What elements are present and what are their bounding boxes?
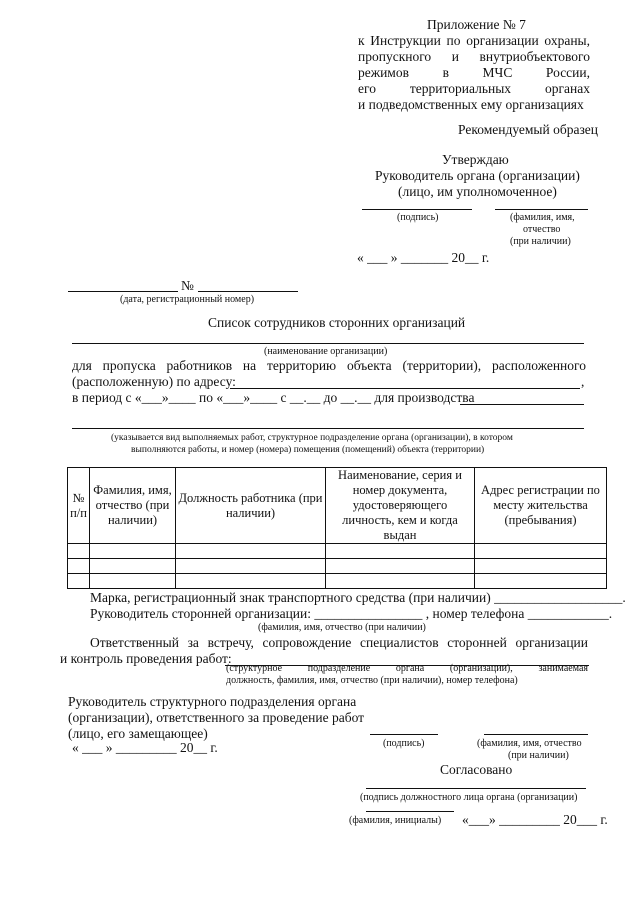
struct-signature-caption: (подпись) (383, 738, 425, 749)
header-cell: Адрес регистрации по месту жительства (пребывания) (475, 468, 607, 544)
reg-number-line (198, 291, 298, 292)
approve-line: Руководитель органа (организации) (375, 168, 580, 183)
approve-title: Утверждаю (442, 152, 509, 167)
purpose-line: для пропуска работников на территорию объекта (территории), расположенного (72, 358, 586, 373)
struct-head-line: (организации), ответственного за проведение работ (68, 710, 365, 725)
works-caption: (указывается вид выполняемых работ, структурное подразделение органа (организации), в котором (111, 433, 513, 443)
table-row (68, 559, 607, 574)
header-cell: Наименование, серия и номер документа, удостоверяющего личность, кем и когда выдан (326, 468, 475, 544)
vehicle-line: Марка, регистрационный знак транспортного средства (при наличии) ___________________. (90, 590, 626, 605)
appendix-line: пропускного и внутриобъектового (358, 49, 590, 64)
comma: , (581, 374, 585, 389)
approve-date: « ___ » _______ 20__ г. (357, 250, 490, 265)
responsible-caption: должность, фамилия, имя, отчество (при наличии), номер телефона) (226, 675, 518, 686)
struct-name-line (484, 734, 588, 735)
works-line (460, 404, 584, 405)
table-row (68, 574, 607, 589)
agreed-signature-line (366, 788, 586, 789)
struct-head-line: (лицо, его замещающее) (68, 726, 208, 741)
header-cell: Должность работника (при наличии) (176, 468, 326, 544)
purpose-line: (расположенную) по адресу: (72, 374, 236, 389)
appendix-title: Приложение № 7 (427, 17, 526, 32)
agreed-date: «___» _________ 20___ г. (462, 812, 608, 827)
responsible-line: Ответственный за встречу, сопровождение специалистов сторонней организации (90, 635, 588, 650)
org-line (72, 343, 584, 344)
employees-table (67, 467, 607, 589)
header-cell: № п/п (68, 468, 90, 544)
struct-head-line: Руководитель структурного подразделения органа (68, 694, 357, 709)
works-line-2 (72, 428, 584, 429)
reg-date-line (68, 291, 178, 292)
responsible-line: и контроль проведения работ: (60, 651, 232, 666)
struct-signature-line (370, 734, 438, 735)
agreed-signature-caption: (подпись должностного лица органа (организации) (360, 792, 578, 803)
head-line: Руководитель сторонней организации: ________________ , номер телефона ____________. (90, 606, 613, 621)
period-line: в период с «___»____ по «___»____ с __.__ до __.__ для производства (72, 390, 475, 405)
org-caption: (наименование организации) (264, 346, 388, 357)
works-caption: выполняются работы, и номер (номера) помещения (помещений) объекта (территории) (131, 445, 485, 455)
name-caption: (при наличии) (510, 236, 571, 247)
agreed-initials-line (366, 811, 454, 812)
appendix-line: режимов в МЧС России, (358, 65, 590, 80)
signature-caption: (подпись) (397, 212, 439, 223)
head-caption: (фамилия, имя, отчество (при наличии) (258, 622, 426, 633)
name-caption: (фамилия, имя, (510, 212, 575, 223)
agreed-title: Согласовано (440, 762, 513, 777)
agreed-initials-caption: (фамилия, инициалы) (349, 815, 442, 826)
appendix-line: его территориальных органах (358, 81, 590, 96)
sample-label: Рекомендуемый образец (458, 122, 599, 137)
table-row (68, 544, 607, 559)
header-cell: Фамилия, имя, отчество (при наличии) (90, 468, 176, 544)
number-sign: № (181, 278, 194, 293)
struct-head-date: « ___ » _________ 20__ г. (72, 740, 218, 755)
approve-line: (лицо, им уполномоченное) (398, 184, 557, 199)
appendix-line: к Инструкции по организации охраны, (358, 33, 590, 48)
name-caption: отчество (523, 224, 561, 235)
struct-name-caption: (фамилия, имя, отчество (477, 738, 582, 749)
reg-caption: (дата, регистрационный номер) (120, 294, 255, 305)
struct-name-caption: (при наличии) (508, 750, 569, 761)
address-line (230, 388, 580, 389)
list-title: Список сотрудников сторонних организаций (208, 315, 466, 330)
signature-line (362, 209, 472, 210)
appendix-line: и подведомственных ему организациях (358, 97, 584, 112)
name-line (495, 209, 588, 210)
responsible-caption: (структурное подразделение органа (организации), занимаемая (226, 663, 588, 674)
